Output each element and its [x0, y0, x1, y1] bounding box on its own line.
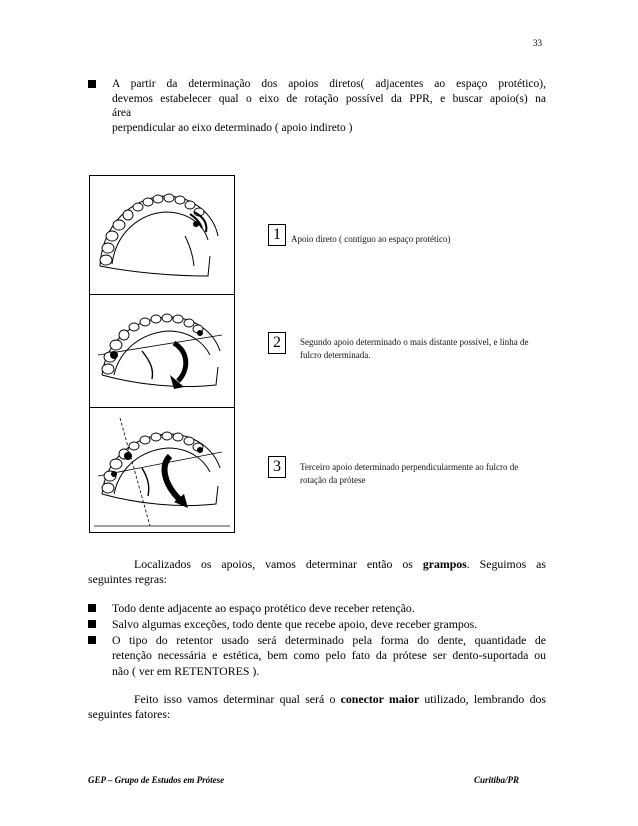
- connector-line-1: Feito isso vamos determinar qual será o conector maior utilizado, lembrando dos: [134, 692, 546, 706]
- arch-drawing-3: [90, 408, 234, 532]
- arch-drawing-2: [90, 295, 234, 407]
- clasp-line-2: seguintes regras:: [88, 572, 167, 587]
- step-number-3: 3: [268, 456, 286, 478]
- square-bullet-icon: [88, 604, 96, 612]
- step-number-1: 1: [268, 224, 286, 246]
- connector-paragraph: [88, 692, 546, 722]
- intro-line-1: A partir da determinação dos apoios diretos( adjacentes ao espaço protético),: [112, 78, 546, 90]
- clasp-line-1: Localizados os apoios, vamos determinar então os grampos. Seguimos as: [134, 557, 546, 571]
- clasp-paragraph: [88, 557, 546, 587]
- intro-line-3: área: [112, 107, 132, 120]
- connector-line-2: seguintes fatores:: [88, 707, 171, 722]
- intro-line-4: perpendicular ao eixo determinado ( apoio indireto ): [112, 121, 353, 134]
- intro-line-2: devemos estabelecer qual o eixo de rotação possível da PPR, e buscar apoio(s) na: [112, 92, 546, 105]
- step-caption-1: Apoio direto ( contíguo ao espaço protético): [291, 234, 451, 244]
- square-bullet-icon: [88, 636, 96, 644]
- step-caption-3: Terceiro apoio determinado perpendicularmente ao fulcro de rotação da prótese: [300, 462, 519, 485]
- rule-bullet-3: O tipo do retentor usado será determinado pela forma do dente, quantidade de retenção necessária e estética, bem como pelo fato da prótese ser dento-suportada ou não ( ver em RETENTORES ).: [92, 633, 546, 681]
- arch-drawing-1: [90, 176, 234, 294]
- step-number-2: 2: [268, 332, 286, 354]
- step-caption-2: Segundo apoio determinado o mais distante possível, e linha de fulcro determinada.: [300, 337, 529, 360]
- footer-left: GEP – Grupo de Estudos em Prótese: [88, 775, 225, 785]
- intro-bullet: [92, 77, 546, 139]
- square-bullet-icon: [88, 80, 96, 88]
- square-bullet-icon: [88, 620, 96, 628]
- page-number: 33: [533, 38, 542, 48]
- footer-right: Curitiba/PR: [474, 775, 520, 785]
- rule-bullet-2: Salvo algumas exceções, todo dente que recebe apoio, deve receber grampos.: [92, 617, 546, 633]
- arch-figure: [89, 175, 235, 533]
- rule-bullet-1: Todo dente adjacente ao espaço protético deve receber retenção.: [92, 601, 546, 617]
